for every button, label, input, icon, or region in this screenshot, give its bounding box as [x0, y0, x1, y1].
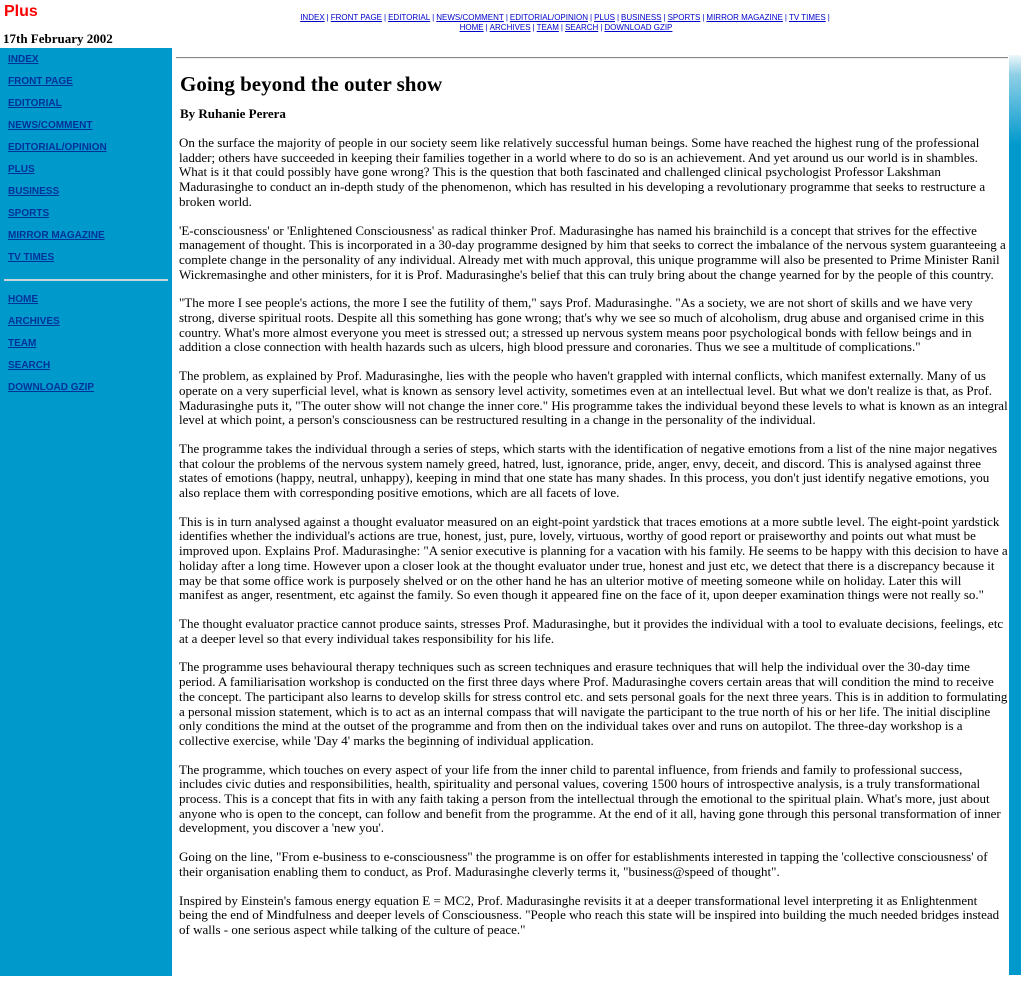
article-paragraph: Going on the line, "From e-business to e-consciousness" the programme is on offer for establishments interested in tapping the 'collective consciousness' of their organisation enabling them to conduct, as Prof. Madurasinghe cleverly terms it, "business@speed of thought". — [179, 849, 988, 879]
sidebar-item-mirror-magazine[interactable]: MIRROR MAGAZINE — [8, 230, 105, 241]
nav-separator: | — [600, 22, 603, 32]
right-border-strip — [1009, 55, 1021, 975]
topnav-link-index[interactable]: INDEX — [300, 13, 325, 22]
sidebar-item-news-comment[interactable]: NEWS/COMMENT — [8, 120, 93, 131]
topnav-link-archives[interactable]: ARCHIVES — [489, 22, 531, 32]
topnav-link-tv-times[interactable]: TV TIMES — [788, 13, 826, 22]
top-nav-line-2 — [110, 23, 1022, 33]
article-paragraph: The programme uses behavioural therapy techniques such as screen techniques and erasure techniques that will help the individual over the 30-day time period. A familiarisation workshop is conducted on the first three days where Prof. Madurasinghe covers certain areas that will condition the mind to receive the concept. The participant also learns to develop skills for stress control etc. and sets personal goals for the next three years. This is in addition to formulating a personal mission statement, which is to act as an internal compass that will navigate the participant to the true north of his or her life. The initial discipline only conditions the mind at the outset of the programme and from then on the individual takes over and runs on autopilot. The three-day workshop is a collective exercise, while 'Day 4' marks the beginning of individual application. — [179, 659, 1008, 748]
article-paragraph: "The more I see people's actions, the more I see the futility of them," says Prof. Madurasinghe. "As a society, we are not short of skills and we have very strong, diverse spiritual roots. Despite all this something has gone wrong; that's why we see so much of alcoholism, drug abuse and organised crime in this country. What's more almost everyone you meet is stressed out; a stressed up nervous system means poor psychological bonds with fellow beings and in addition a close connection with health hazards such as ulcers, high blood pressure and coronaries. Thus we see a multitude of complications." — [179, 295, 985, 355]
topnav-link-mirror-magazine[interactable]: MIRROR MAGAZINE — [706, 13, 783, 22]
nav-separator: | — [326, 13, 329, 22]
issue-date: 17th February 2002 — [3, 31, 113, 46]
topnav-link-business[interactable]: BUSINESS — [621, 13, 662, 22]
topnav-link-news-comment[interactable]: NEWS/COMMENT — [436, 13, 504, 22]
article-paragraph: The thought evaluator practice cannot produce saints, stresses Prof. Madurasinghe, but it provides the individual with a tool to evaluate decisions, feelings, etc at a deeper level so that every individual takes responsibility for his life. — [179, 615, 1004, 646]
top-nav-line-1 — [110, 13, 1022, 23]
article-paragraph: Inspired by Einstein's famous energy equation E = MC2, Prof. Madurasinghe revisits it at a deeper transformational level interpreting it as Enlightenment being the end of Mindfulness and deeper levels of Consciousness. "People who reach this state will be inspired into building the much needed bridges instead of walls - one serious aspect while talking of the culture of peace." — [179, 892, 1000, 937]
topnav-link-editorial-opinion[interactable]: EDITORIAL/OPINION — [509, 13, 588, 22]
nav-separator: | — [560, 22, 563, 32]
topnav-link-front-page[interactable]: FRONT PAGE — [330, 13, 382, 22]
nav-separator: | — [432, 13, 435, 22]
nav-separator: | — [505, 13, 508, 22]
sidebar-item-search[interactable]: SEARCH — [8, 360, 51, 371]
nav-separator: | — [663, 13, 666, 22]
sidebar-item-home[interactable]: HOME — [8, 294, 38, 305]
nav-separator: | — [827, 13, 830, 22]
sidebar-item-front-page[interactable]: FRONT PAGE — [8, 76, 73, 87]
article-paragraph: 'E-consciousness' or 'Enlightened Consciousness' as radical thinker Prof. Madurasinghe has named his brainchild is a concept that strives for the effective management of thought. This is incorporated in a 30-day programme designed by him that seeks to correct the imbalance of the nervous system guaranteeing a complete change in the personality of any individual. Already met with much approval, this unique programme will also be presented to Prime Minister Ranil Wickremasinghe and other ministers, for it is Prof. Madurasinghe's belief that this can truly bring about the change yearned for by the people of this country. — [179, 222, 1006, 282]
sidebar-item-editorial-opinion[interactable]: EDITORIAL/OPINION — [8, 142, 107, 153]
article-title: Going beyond the outer show — [180, 72, 443, 96]
sidebar-item-archives[interactable]: ARCHIVES — [8, 316, 60, 327]
site-logo: Plus — [4, 3, 38, 20]
sidebar-item-team[interactable]: TEAM — [8, 338, 37, 349]
article-paragraph: The programme, which touches on every aspect of your life from the inner child to parental influence, from friends and family to professional success, includes civic duties and responsibilities, health, spirituality and personal values, covering 1500 hours of introspective analysis, is a truly transformational process. This is a concept that fits in with any faith taking a person from the intellectual through the emotional to the spiritual plain. What's more, just about anyone who is open to the concept, can follow and benefit from the programme. At the end of it all, having gone through this personal transformation of inner development, you discover a 'new you'. — [179, 761, 1001, 836]
content-divider — [176, 57, 1008, 59]
nav-separator: | — [616, 13, 620, 22]
topnav-link-search[interactable]: SEARCH — [564, 22, 599, 32]
sidebar-item-business[interactable]: BUSINESS — [8, 186, 60, 197]
topnav-link-team[interactable]: TEAM — [536, 22, 559, 32]
article-paragraph: The problem, as explained by Prof. Madurasinghe, lies with the people who haven't grappled with internal conflicts, which manifest externally. Many of us operate on a very superficial level, what is known as sensory level activity, sometimes even at an intellectual level. But what we don't realize is that, as Prof. Madurasinghe puts it, "The outer show will not change the inner core." His programme takes the individual beyond these levels to what is known as an integral level at which point, a person's consciousness can be restructured resulting in a change in the personality of the individual. — [179, 368, 1008, 428]
nav-separator: | — [532, 22, 535, 32]
topnav-link-plus[interactable]: PLUS — [594, 13, 615, 22]
nav-separator: | — [784, 13, 787, 22]
article — [176, 50, 1008, 938]
nav-separator: | — [702, 13, 705, 22]
article-paragraph: This is in turn analysed against a thought evaluator measured on an eight-point yardstick that traces emotions at a more subtle level. The eight-point yardstick identifies whether the individual's actions are true, honest, just, pure, lovely, virtuous, worthy of good report or praiseworthy and points out what must be improved upon. Explains Prof. Madurasinghe: "A senior executive is planning for a vacation with his family. He seems to be happy with this decision to have a holiday after a long time. However upon a closer look at the thought evaluator under true, honest and just etc, we detect that there is a discrepancy because it may be that some office work is purposely shelved or on the other hand he has an ulterior motive of meeting someone while on holiday. Later this will manifest as anger, resentment, etc against the family. So even though it appeared fine on the face of it, upon deeper examination things were not really so." — [179, 513, 1008, 603]
sidebar-item-tv-times[interactable]: TV TIMES — [8, 252, 55, 263]
topnav-link-editorial[interactable]: EDITORIAL — [388, 13, 431, 22]
sidebar-divider — [4, 279, 168, 281]
topnav-link-download-gzip[interactable]: DOWNLOAD GZIP — [604, 22, 673, 32]
sidebar-item-plus[interactable]: PLUS — [8, 164, 35, 175]
topnav-link-home[interactable]: HOME — [459, 22, 484, 32]
nav-separator: | — [384, 13, 387, 22]
topnav-link-sports[interactable]: SPORTS — [667, 13, 701, 22]
sidebar-item-sports[interactable]: SPORTS — [8, 208, 50, 219]
article-paragraph: On the surface the majority of people in our society seem like relatively successful human beings. Some have reached the highest rung of the professional ladder; others have succeeded in keeping their families together in a world where to do so is an achievement. And yet around us our world is in shambles. What is it that could possibly have gone wrong? This is the question that both fascinated and challenged clinical psychologist Professor Lakshman Madurasinghe to conduct an in-depth study of the phenomenon, which has resulted in his developing a revolutionary programme that seeks to restructure a broken world. — [179, 135, 986, 209]
sidebar-item-editorial[interactable]: EDITORIAL — [8, 98, 62, 109]
sidebar-item-download-gzip[interactable]: DOWNLOAD GZIP — [8, 382, 95, 393]
article-paragraph: The programme takes the individual through a series of steps, which starts with the identification of negative emotions from a list of the nine major negatives that colour the problems of the nervous system namely greed, hatred, lust, ignorance, pride, anger, envy, deceit, and discord. This is analysed against three states of emotions (happy, neutral, unhappy), keeping in mind that one state has many shades. In this process, you don't just identify negative emotions, you also replace them with corresponding positive emotions, which are all facets of love. — [179, 440, 998, 501]
nav-separator: | — [485, 22, 488, 32]
sidebar-item-index[interactable]: INDEX — [8, 54, 39, 65]
sidebar — [0, 48, 172, 976]
top-navigation — [110, 13, 1022, 32]
nav-separator: | — [589, 13, 593, 22]
article-byline: By Ruhanie Perera — [180, 106, 286, 121]
